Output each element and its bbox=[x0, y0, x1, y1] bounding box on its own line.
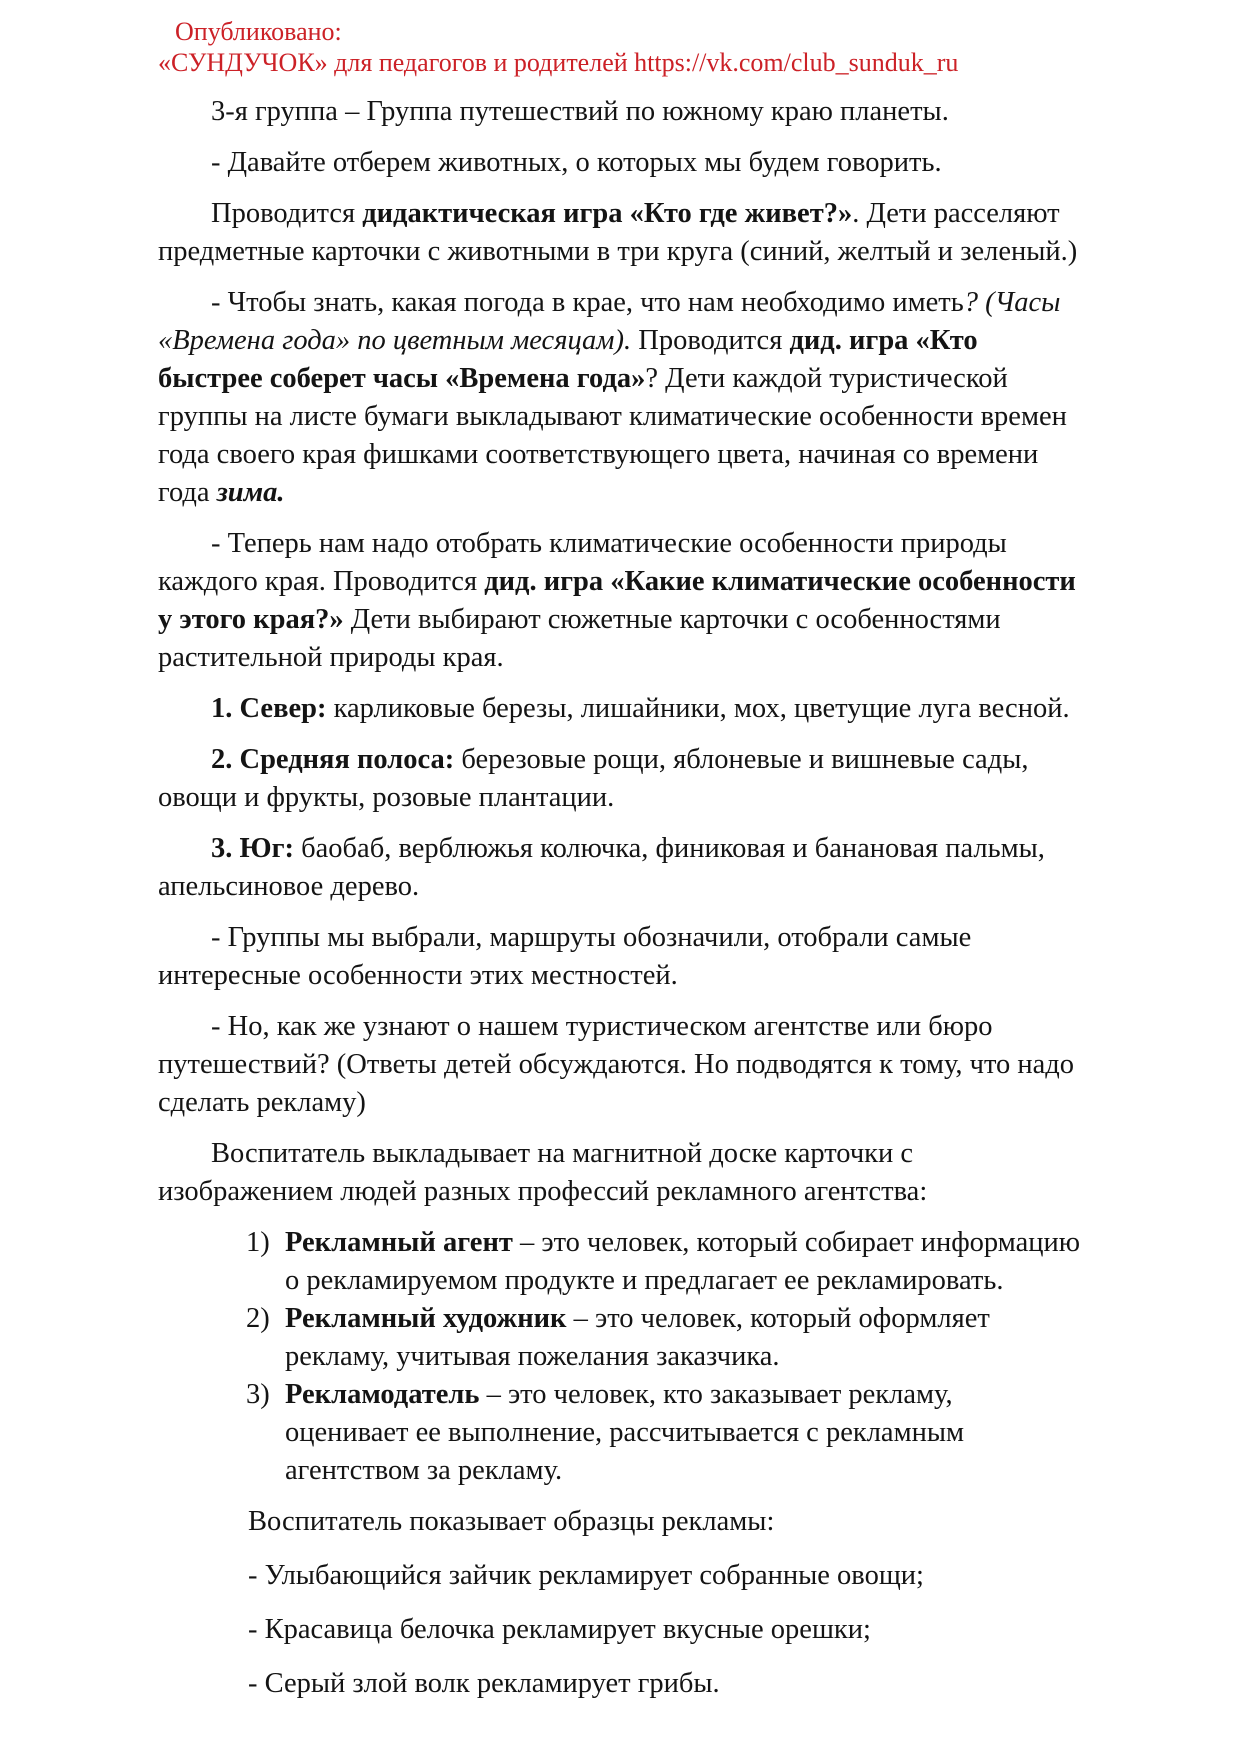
text-run: 1. Север: bbox=[211, 693, 327, 724]
text-run: – это человек, который оформляет рекламу, учитывая пожелания заказчика. bbox=[285, 1303, 990, 1372]
published-header bbox=[158, 16, 1082, 78]
paragraph bbox=[158, 1008, 1082, 1122]
text-run: Рекламный агент bbox=[285, 1227, 513, 1258]
text-run: Рекламодатель bbox=[285, 1379, 480, 1410]
text-run: ? (Часы «Времена года» по цветным месяцам). bbox=[158, 287, 1061, 356]
paragraph bbox=[158, 1611, 1082, 1649]
text-run: - Теперь нам надо отобрать климатические особенности природы каждого края. Проводится bbox=[158, 528, 1007, 597]
list-marker: 1) bbox=[246, 1227, 270, 1258]
paragraph bbox=[158, 284, 1082, 512]
text-run: дидактическая игра «Кто где живет?» bbox=[362, 198, 853, 229]
text-run: 3-я группа – Группа путешествий по южному краю планеты. bbox=[211, 96, 949, 127]
paragraph bbox=[158, 741, 1082, 817]
text-run: – это человек, который собирает информацию о рекламируемом продукте и предлагает ее рекламировать. bbox=[285, 1227, 1081, 1296]
paragraph bbox=[158, 1665, 1082, 1703]
text-run: дид. игра «Кто быстрее соберет часы «Времена года» bbox=[158, 325, 978, 394]
paragraph bbox=[158, 919, 1082, 995]
paragraph bbox=[158, 93, 1082, 131]
paragraph bbox=[158, 195, 1082, 271]
list-marker: 2) bbox=[246, 1303, 270, 1334]
text-run: карликовые березы, лишайники, мох, цветущие луга весной. bbox=[326, 693, 1070, 724]
source-text: «СУНДУЧОК» для педагогов и родителей bbox=[158, 48, 635, 77]
source-line bbox=[158, 47, 1082, 78]
list-item bbox=[158, 1376, 1082, 1490]
text-run: - Чтобы знать, какая погода в крае, что нам необходимо иметь bbox=[211, 287, 964, 318]
list-item bbox=[158, 1224, 1082, 1300]
paragraph bbox=[158, 144, 1082, 182]
text-run: 2. Средняя полоса: bbox=[211, 744, 455, 775]
text-run: – это человек, кто заказывает рекламу, оценивает ее выполнение, рассчитывается с рекламным агентством за рекламу. bbox=[285, 1379, 965, 1486]
text-run: - Улыбающийся зайчик рекламирует собранные овощи; bbox=[248, 1560, 924, 1591]
text-run: - Группы мы выбрали, маршруты обозначили, отобрали самые интересные особенности этих местностей. bbox=[158, 922, 972, 991]
text-run: Воспитатель выкладывает на магнитной доске карточки с изображением людей разных профессий рекламного агентства: bbox=[158, 1138, 928, 1207]
list-marker: 3) bbox=[246, 1379, 270, 1410]
text-run: зима. bbox=[216, 477, 285, 508]
paragraph bbox=[158, 830, 1082, 906]
text-run: ? Дети каждой туристической группы на листе бумаги выкладывают климатические особенности времен года своего края фишками соответствующего цвета, начиная со времени года bbox=[158, 363, 1067, 508]
text-run: баобаб, верблюжья колючка, финиковая и банановая пальмы, апельсиновое дерево. bbox=[158, 833, 1045, 902]
text-run: Дети выбирают сюжетные карточки с особенностями растительной природы края. bbox=[158, 604, 1001, 673]
text-run: дид. игра «Какие климатические особенности у этого края?» bbox=[158, 566, 1076, 635]
paragraph bbox=[158, 690, 1082, 728]
text-run: Проводится bbox=[211, 198, 363, 229]
document-body bbox=[158, 93, 1082, 1703]
source-url-link[interactable]: https://vk.com/club_sunduk_ru bbox=[634, 48, 959, 77]
text-run: Проводится bbox=[631, 325, 790, 356]
paragraph bbox=[158, 1557, 1082, 1595]
text-run: - Но, как же узнают о нашем туристическом агентстве или бюро путешествий? (Ответы детей обсуждаются. Но подводятся к тому, что надо сделать рекламу) bbox=[158, 1011, 1075, 1118]
published-label: Опубликовано: bbox=[175, 17, 342, 46]
text-run: - Серый злой волк рекламирует грибы. bbox=[248, 1668, 720, 1699]
paragraph bbox=[158, 1135, 1082, 1211]
text-run: - Красавица белочка рекламирует вкусные орешки; bbox=[248, 1614, 871, 1645]
text-run: . Дети расселяют предметные карточки с животными в три круга (синий, желтый и зеленый.) bbox=[158, 198, 1078, 267]
paragraph bbox=[158, 1503, 1082, 1541]
list-item bbox=[158, 1300, 1082, 1376]
text-run: Воспитатель показывает образцы рекламы: bbox=[248, 1506, 775, 1537]
text-run: Рекламный художник bbox=[285, 1303, 567, 1334]
paragraph bbox=[158, 525, 1082, 677]
text-run: березовые рощи, яблоневые и вишневые сады, овощи и фрукты, розовые плантации. bbox=[158, 744, 1029, 813]
text-run: - Давайте отберем животных, о которых мы будем говорить. bbox=[211, 147, 942, 178]
text-run: 3. Юг: bbox=[211, 833, 295, 864]
